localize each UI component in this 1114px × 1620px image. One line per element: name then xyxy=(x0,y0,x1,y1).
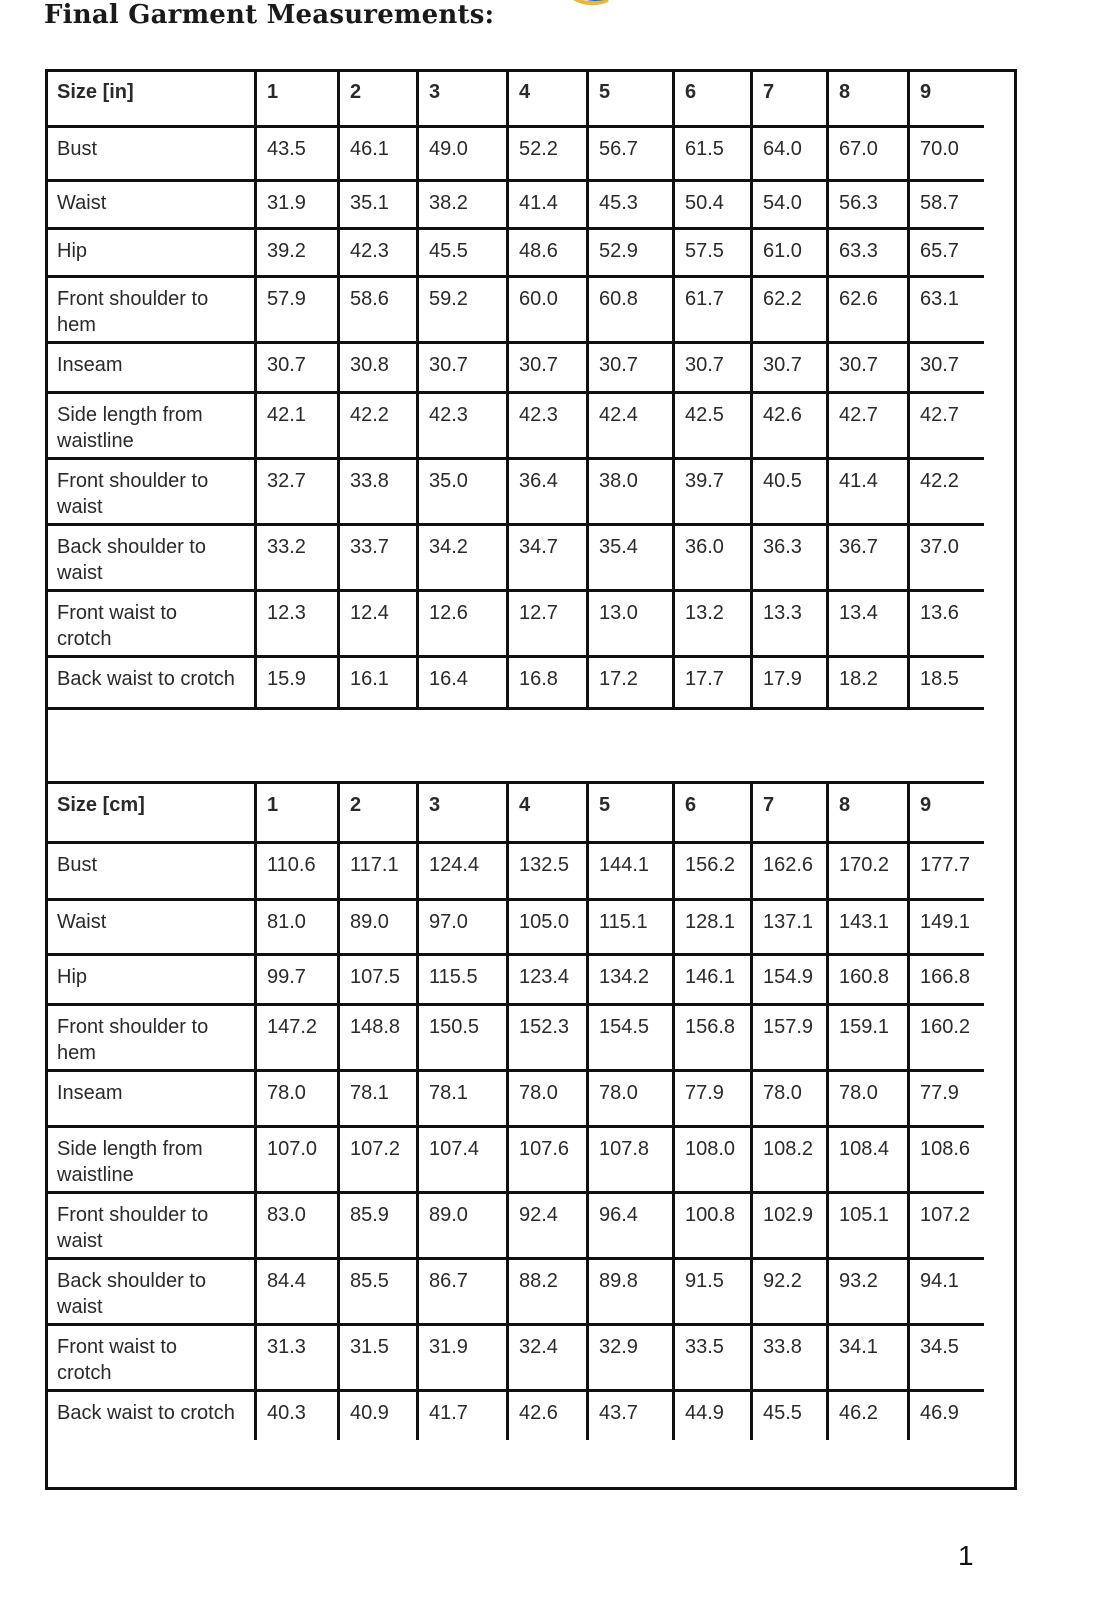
measurement-value: 30.7 xyxy=(920,354,959,376)
size-column-header: 3 xyxy=(429,794,441,816)
measurement-value: 159.1 xyxy=(839,1016,890,1038)
measurement-label: Bust xyxy=(57,138,98,160)
measurement-value: 17.7 xyxy=(685,668,724,690)
column-divider xyxy=(586,69,589,708)
measurement-value: 160.8 xyxy=(839,966,890,988)
measurement-label: Front shoulder to waist xyxy=(57,1204,209,1252)
measurement-value: 58.6 xyxy=(350,288,389,310)
measurement-value: 78.0 xyxy=(519,1082,558,1104)
measurement-value: 96.4 xyxy=(599,1204,638,1226)
measurement-value: 60.0 xyxy=(519,288,558,310)
measurement-value: 42.3 xyxy=(429,404,468,426)
measurement-label: Side length from waistline xyxy=(57,1138,203,1186)
measurement-value: 34.5 xyxy=(920,1336,959,1358)
measurement-value: 58.7 xyxy=(920,192,959,214)
row-divider xyxy=(45,275,984,278)
measurement-value: 33.8 xyxy=(350,470,389,492)
measurement-value: 100.8 xyxy=(685,1204,736,1226)
measurement-value: 42.6 xyxy=(763,404,802,426)
size-column-header: 5 xyxy=(599,81,611,103)
measurement-value: 108.2 xyxy=(763,1138,814,1160)
column-divider xyxy=(254,782,257,1440)
size-header-label: Size [cm] xyxy=(57,794,145,816)
measurement-value: 105.0 xyxy=(519,911,570,933)
measurement-value: 32.4 xyxy=(519,1336,558,1358)
size-column-header: 5 xyxy=(599,794,611,816)
row-divider xyxy=(45,1125,984,1128)
measurement-value: 148.8 xyxy=(350,1016,401,1038)
measurement-value: 43.7 xyxy=(599,1402,638,1424)
measurement-value: 92.4 xyxy=(519,1204,558,1226)
column-divider xyxy=(506,69,509,708)
measurement-value: 91.5 xyxy=(685,1270,724,1292)
measurement-value: 45.5 xyxy=(429,240,468,262)
measurement-value: 30.8 xyxy=(350,354,389,376)
measurement-value: 52.2 xyxy=(519,138,558,160)
measurement-value: 107.5 xyxy=(350,966,401,988)
measurement-value: 41.4 xyxy=(839,470,878,492)
measurement-value: 12.6 xyxy=(429,602,468,624)
measurement-value: 85.5 xyxy=(350,1270,389,1292)
column-divider xyxy=(337,782,340,1440)
measurement-value: 70.0 xyxy=(920,138,959,160)
measurement-value: 38.2 xyxy=(429,192,468,214)
measurement-value: 115.1 xyxy=(599,911,648,933)
measurement-value: 32.7 xyxy=(267,470,306,492)
column-divider xyxy=(337,69,340,708)
measurement-value: 15.9 xyxy=(267,668,306,690)
measurement-value: 84.4 xyxy=(267,1270,306,1292)
measurement-value: 57.9 xyxy=(267,288,306,310)
measurement-value: 61.7 xyxy=(685,288,724,310)
measurement-value: 78.1 xyxy=(350,1082,389,1104)
measurement-value: 61.5 xyxy=(685,138,724,160)
size-column-header: 1 xyxy=(267,81,279,103)
measurement-value: 33.8 xyxy=(763,1336,802,1358)
measurement-value: 67.0 xyxy=(839,138,878,160)
measurement-value: 146.1 xyxy=(685,966,736,988)
measurement-label: Back waist to crotch xyxy=(57,1402,235,1424)
measurement-value: 38.0 xyxy=(599,470,638,492)
measurement-value: 157.9 xyxy=(763,1016,814,1038)
measurement-label: Hip xyxy=(57,240,88,262)
size-column-header: 7 xyxy=(763,81,775,103)
measurement-value: 52.9 xyxy=(599,240,638,262)
measurement-value: 40.9 xyxy=(350,1402,389,1424)
measurement-value: 107.0 xyxy=(267,1138,318,1160)
measurement-value: 160.2 xyxy=(920,1016,971,1038)
page-title: Final Garment Measurements: xyxy=(44,0,495,30)
size-column-header: 7 xyxy=(763,794,775,816)
measurement-value: 154.9 xyxy=(763,966,814,988)
measurement-value: 30.7 xyxy=(599,354,638,376)
measurement-value: 89.0 xyxy=(350,911,389,933)
section-divider xyxy=(45,707,984,710)
measurement-tables xyxy=(45,69,1017,1490)
measurement-value: 46.2 xyxy=(839,1402,878,1424)
measurement-value: 13.4 xyxy=(839,602,878,624)
measurement-value: 85.9 xyxy=(350,1204,389,1226)
measurement-value: 60.8 xyxy=(599,288,638,310)
row-divider xyxy=(45,179,984,182)
size-column-header: 2 xyxy=(350,81,362,103)
measurement-value: 42.7 xyxy=(839,404,878,426)
column-divider xyxy=(750,69,753,708)
measurement-value: 83.0 xyxy=(267,1204,306,1226)
logo-fragment xyxy=(568,0,638,8)
measurement-value: 152.3 xyxy=(519,1016,570,1038)
row-divider xyxy=(45,523,984,526)
measurement-value: 17.9 xyxy=(763,668,802,690)
column-divider xyxy=(907,69,910,708)
measurement-value: 33.5 xyxy=(685,1336,724,1358)
measurement-value: 32.9 xyxy=(599,1336,638,1358)
measurement-value: 45.5 xyxy=(763,1402,802,1424)
measurement-value: 39.7 xyxy=(685,470,724,492)
column-divider xyxy=(672,782,675,1440)
measurement-value: 35.1 xyxy=(350,192,389,214)
column-divider xyxy=(826,69,829,708)
measurement-value: 54.0 xyxy=(763,192,802,214)
measurement-value: 99.7 xyxy=(267,966,306,988)
measurement-value: 42.1 xyxy=(267,404,306,426)
measurement-value: 97.0 xyxy=(429,911,468,933)
column-divider xyxy=(672,69,675,708)
row-divider xyxy=(45,655,984,658)
measurement-value: 105.1 xyxy=(839,1204,890,1226)
measurement-value: 57.5 xyxy=(685,240,724,262)
measurement-value: 31.9 xyxy=(429,1336,468,1358)
column-divider xyxy=(907,782,910,1440)
size-column-header: 8 xyxy=(839,81,851,103)
measurement-value: 81.0 xyxy=(267,911,306,933)
measurement-value: 59.2 xyxy=(429,288,468,310)
measurement-value: 89.8 xyxy=(599,1270,638,1292)
measurement-value: 42.6 xyxy=(519,1402,558,1424)
measurement-value: 30.7 xyxy=(519,354,558,376)
measurement-value: 156.2 xyxy=(685,854,736,876)
measurement-value: 107.4 xyxy=(429,1138,480,1160)
measurement-value: 124.4 xyxy=(429,854,480,876)
measurement-value: 107.8 xyxy=(599,1138,650,1160)
measurement-value: 94.1 xyxy=(920,1270,959,1292)
size-header-label: Size [in] xyxy=(57,81,134,103)
column-divider xyxy=(826,782,829,1440)
measurement-value: 31.9 xyxy=(267,192,306,214)
measurement-value: 134.2 xyxy=(599,966,650,988)
measurement-value: 18.2 xyxy=(839,668,878,690)
measurement-value: 33.2 xyxy=(267,536,306,558)
measurement-value: 30.7 xyxy=(685,354,724,376)
measurement-value: 42.7 xyxy=(920,404,959,426)
measurement-value: 108.0 xyxy=(685,1138,736,1160)
measurement-label: Waist xyxy=(57,192,107,214)
column-divider xyxy=(416,782,419,1440)
measurement-value: 78.0 xyxy=(839,1082,878,1104)
measurement-label: Back waist to crotch xyxy=(57,668,235,690)
measurement-value: 49.0 xyxy=(429,138,468,160)
measurement-value: 50.4 xyxy=(685,192,724,214)
measurement-value: 39.2 xyxy=(267,240,306,262)
measurement-value: 107.2 xyxy=(920,1204,971,1226)
measurement-value: 12.7 xyxy=(519,602,558,624)
measurement-value: 35.0 xyxy=(429,470,468,492)
measurement-value: 117.1 xyxy=(350,854,399,876)
measurement-value: 107.2 xyxy=(350,1138,401,1160)
measurement-value: 30.7 xyxy=(763,354,802,376)
measurement-value: 64.0 xyxy=(763,138,802,160)
column-divider xyxy=(416,69,419,708)
measurement-value: 78.0 xyxy=(763,1082,802,1104)
measurement-value: 42.2 xyxy=(350,404,389,426)
measurement-value: 45.3 xyxy=(599,192,638,214)
measurement-value: 30.7 xyxy=(267,354,306,376)
measurement-value: 31.3 xyxy=(267,1336,306,1358)
measurement-value: 88.2 xyxy=(519,1270,558,1292)
measurement-value: 166.8 xyxy=(920,966,971,988)
measurement-value: 102.9 xyxy=(763,1204,814,1226)
size-column-header: 6 xyxy=(685,81,697,103)
size-column-header: 2 xyxy=(350,794,362,816)
row-divider xyxy=(45,125,984,128)
measurement-value: 31.5 xyxy=(350,1336,389,1358)
measurement-value: 77.9 xyxy=(920,1082,959,1104)
row-divider xyxy=(45,391,984,394)
measurement-value: 137.1 xyxy=(763,911,814,933)
column-divider xyxy=(750,782,753,1440)
measurement-value: 42.3 xyxy=(519,404,558,426)
measurement-value: 46.1 xyxy=(350,138,389,160)
measurement-value: 150.5 xyxy=(429,1016,480,1038)
measurement-value: 34.2 xyxy=(429,536,468,558)
measurement-value: 13.2 xyxy=(685,602,724,624)
measurement-value: 65.7 xyxy=(920,240,959,262)
column-divider xyxy=(254,69,257,708)
measurement-value: 108.6 xyxy=(920,1138,971,1160)
measurement-value: 44.9 xyxy=(685,1402,724,1424)
row-divider xyxy=(45,1323,984,1326)
measurement-value: 13.6 xyxy=(920,602,959,624)
measurement-value: 33.7 xyxy=(350,536,389,558)
measurement-value: 132.5 xyxy=(519,854,570,876)
measurement-value: 40.5 xyxy=(763,470,802,492)
measurement-label: Inseam xyxy=(57,354,123,376)
measurement-value: 18.5 xyxy=(920,668,959,690)
measurement-label: Side length from waistline xyxy=(57,404,203,452)
measurement-label: Front waist to crotch xyxy=(57,602,178,650)
row-divider xyxy=(45,227,984,230)
row-divider xyxy=(45,1069,984,1072)
measurement-value: 17.2 xyxy=(599,668,638,690)
measurement-label: Front shoulder to hem xyxy=(57,1016,209,1064)
measurement-value: 63.3 xyxy=(839,240,878,262)
measurement-value: 78.0 xyxy=(599,1082,638,1104)
measurement-value: 128.1 xyxy=(685,911,736,933)
row-divider xyxy=(45,589,984,592)
measurement-value: 149.1 xyxy=(920,911,971,933)
measurement-value: 93.2 xyxy=(839,1270,878,1292)
measurement-value: 37.0 xyxy=(920,536,959,558)
measurement-value: 48.6 xyxy=(519,240,558,262)
measurement-value: 42.3 xyxy=(350,240,389,262)
measurement-label: Waist xyxy=(57,911,107,933)
measurement-value: 41.4 xyxy=(519,192,558,214)
row-divider xyxy=(45,1389,984,1392)
measurement-value: 89.0 xyxy=(429,1204,468,1226)
measurement-value: 115.5 xyxy=(429,966,478,988)
measurement-value: 108.4 xyxy=(839,1138,890,1160)
measurement-label: Hip xyxy=(57,966,88,988)
row-divider xyxy=(45,1191,984,1194)
measurement-value: 46.9 xyxy=(920,1402,959,1424)
measurement-value: 144.1 xyxy=(599,854,650,876)
measurement-value: 154.5 xyxy=(599,1016,650,1038)
measurement-label: Inseam xyxy=(57,1082,123,1104)
measurement-value: 43.5 xyxy=(267,138,306,160)
measurement-value: 110.6 xyxy=(267,854,316,876)
measurement-value: 78.1 xyxy=(429,1082,468,1104)
measurement-value: 16.8 xyxy=(519,668,558,690)
measurement-value: 16.4 xyxy=(429,668,468,690)
row-divider xyxy=(45,898,984,901)
measurement-value: 63.1 xyxy=(920,288,959,310)
measurement-label: Front waist to crotch xyxy=(57,1336,178,1384)
measurement-value: 92.2 xyxy=(763,1270,802,1292)
measurement-label: Bust xyxy=(57,854,98,876)
measurement-value: 143.1 xyxy=(839,911,890,933)
measurement-value: 36.3 xyxy=(763,536,802,558)
measurement-value: 13.0 xyxy=(599,602,638,624)
size-column-header: 3 xyxy=(429,81,441,103)
size-column-header: 4 xyxy=(519,794,531,816)
measurement-value: 34.7 xyxy=(519,536,558,558)
size-column-header: 8 xyxy=(839,794,851,816)
size-column-header: 1 xyxy=(267,794,279,816)
measurement-value: 156.8 xyxy=(685,1016,736,1038)
row-divider xyxy=(45,1003,984,1006)
measurement-value: 177.7 xyxy=(920,854,971,876)
measurement-label: Front shoulder to waist xyxy=(57,470,209,518)
measurement-value: 12.3 xyxy=(267,602,306,624)
measurement-value: 56.3 xyxy=(839,192,878,214)
row-divider xyxy=(45,457,984,460)
measurement-value: 35.4 xyxy=(599,536,638,558)
measurement-value: 36.4 xyxy=(519,470,558,492)
measurement-value: 16.1 xyxy=(350,668,389,690)
row-divider xyxy=(45,341,984,344)
measurement-value: 56.7 xyxy=(599,138,638,160)
measurement-value: 42.2 xyxy=(920,470,959,492)
size-column-header: 9 xyxy=(920,81,932,103)
measurement-value: 62.6 xyxy=(839,288,878,310)
section-divider xyxy=(45,781,984,784)
measurement-label: Front shoulder to hem xyxy=(57,288,209,336)
column-divider xyxy=(506,782,509,1440)
measurement-value: 62.2 xyxy=(763,288,802,310)
size-column-header: 4 xyxy=(519,81,531,103)
measurement-value: 36.7 xyxy=(839,536,878,558)
measurement-value: 12.4 xyxy=(350,602,389,624)
measurement-value: 42.4 xyxy=(599,404,638,426)
row-divider xyxy=(45,841,984,844)
measurement-value: 40.3 xyxy=(267,1402,306,1424)
measurement-value: 78.0 xyxy=(267,1082,306,1104)
measurement-value: 123.4 xyxy=(519,966,570,988)
measurement-value: 147.2 xyxy=(267,1016,318,1038)
measurement-value: 30.7 xyxy=(429,354,468,376)
measurement-value: 170.2 xyxy=(839,854,890,876)
measurement-value: 86.7 xyxy=(429,1270,468,1292)
measurement-value: 36.0 xyxy=(685,536,724,558)
measurement-value: 41.7 xyxy=(429,1402,468,1424)
measurement-value: 77.9 xyxy=(685,1082,724,1104)
measurement-value: 34.1 xyxy=(839,1336,878,1358)
measurement-value: 162.6 xyxy=(763,854,814,876)
measurement-value: 30.7 xyxy=(839,354,878,376)
row-divider xyxy=(45,1257,984,1260)
measurement-label: Back shoulder to waist xyxy=(57,536,206,584)
page-number: 1 xyxy=(958,1540,974,1571)
row-divider xyxy=(45,953,984,956)
size-column-header: 6 xyxy=(685,794,697,816)
measurement-value: 107.6 xyxy=(519,1138,570,1160)
measurement-value: 13.3 xyxy=(763,602,802,624)
measurement-value: 42.5 xyxy=(685,404,724,426)
measurement-label: Back shoulder to waist xyxy=(57,1270,206,1318)
size-column-header: 9 xyxy=(920,794,932,816)
measurement-value: 61.0 xyxy=(763,240,802,262)
column-divider xyxy=(586,782,589,1440)
